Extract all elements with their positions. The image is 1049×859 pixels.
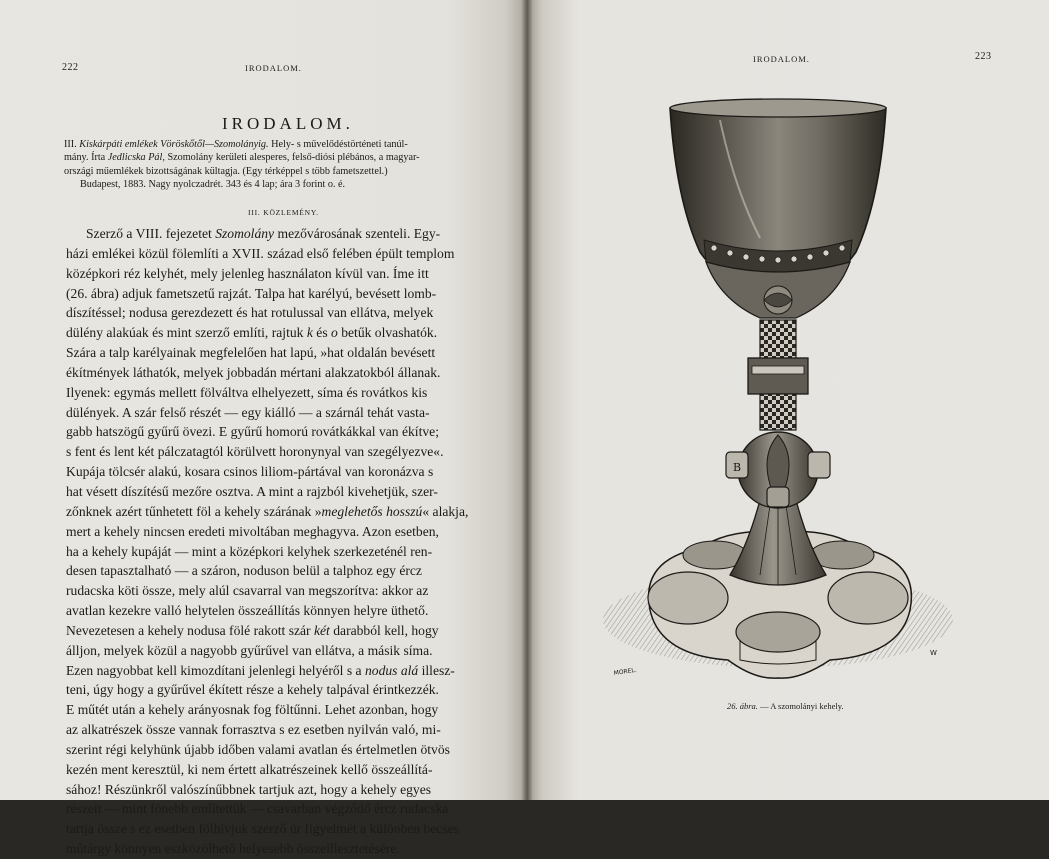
body-line: ékítmények láthatók, melyek jobbadán mértani alakzatokból állanak. bbox=[66, 364, 441, 380]
body-line: teni, úgy hogy a gyűrűvel ékített része a kehely talpával érintkezzék. bbox=[66, 682, 439, 698]
section-subheading: III. KÖZLEMÉNY. bbox=[248, 208, 319, 217]
body-line: mert a kehely nincsen eredeti mivoltában meghagyva. Azon esetben, bbox=[66, 523, 439, 539]
page-number-left: 222 bbox=[62, 62, 79, 73]
book-gutter bbox=[521, 0, 533, 800]
body-line: E műtét után a kehely arányosnak fog föltűnni. Lehet azonban, hogy bbox=[66, 702, 439, 718]
body-line: ha a kehely kupáját — mint a középkori kelyhek szerkezeténél ren- bbox=[66, 543, 433, 559]
body-line: Ezen nagyobbat kell kimozdítani jelenlegi helyéről s a nodus alá illesz- bbox=[66, 662, 455, 678]
body-line: dülények. A szár felső részét — egy kiálló — a szárnál tehát vasta- bbox=[66, 404, 430, 420]
running-head-right: IRODALOM. bbox=[753, 54, 810, 64]
body-line: díszítéssel; nodusa gerezdezett és hat rotulussal van ellátva, melyek bbox=[66, 305, 434, 321]
citation-line-1: III. Kiskárpáti emlékek Vöröskőtől—Szomolányig. Hely- s művelődéstörténeti tanúl- bbox=[64, 139, 408, 150]
body-line: Nevezetesen a kehely nodusa fölé rakott szár két darabból kell, hogy bbox=[66, 622, 439, 638]
body-line: középkori réz kelyhét, mely jelenleg használaton kívül van. Íme itt bbox=[66, 265, 429, 281]
body-line: s fent és lent két pálczatagtól körülvett horonynyal van szegélyezve«. bbox=[66, 444, 444, 460]
body-line: Szára a talp karélyainak megfelelően hat lapú, »hat oldalán bevésett bbox=[66, 345, 436, 361]
chalice-nodus bbox=[726, 432, 830, 508]
svg-text:B: B bbox=[732, 461, 742, 474]
body-line: szerint régi kelyhünk újabb időben valami avatlan és értelmetlen ötvös bbox=[66, 741, 450, 757]
body-line: gabb hatszögű gyűrű övezi. E gyűrű homorú rovátkákkal van ékítve; bbox=[66, 424, 439, 440]
citation-block bbox=[64, 138, 420, 191]
artist-monogram: W bbox=[930, 649, 937, 657]
body-line: hat vésett díszítésű mezőre osztva. A mint a rajzból kivehetjük, szer- bbox=[66, 483, 438, 499]
body-line: műtárgy könnyen eszközölhető helyesebb összeillesztetésére. bbox=[66, 841, 400, 857]
body-line: Kupája tölcsér alakú, kosara csinos liliom-pártával van koronázva s bbox=[66, 464, 434, 480]
body-line: zőnknek azért tűnhetett föl a kehely szárának »meglehetős hosszú« alakja, bbox=[66, 503, 469, 519]
body-line: Szerző a VIII. fejezetet Szomolány mezővárosának szenteli. Egy- bbox=[86, 226, 441, 241]
citation-line-3: országi műemlékek bizottságának kültagja. (Egy térképpel s több fametszettel.) bbox=[64, 165, 388, 177]
body-line: kezén ment keresztül, ki nem értett alkatrészeinek kellő összeállítá- bbox=[66, 761, 433, 777]
running-head-left: IRODALOM. bbox=[245, 63, 302, 73]
citation-line-2: mány. Írta Jedlicska Pál, Szomolány kerületi alesperes, felső-diósi plébános, a magyar- bbox=[64, 152, 420, 164]
citation-line-4: Budapest, 1883. Nagy nyolczadrét. 343 és 4 lap; ára 3 forint o. é. bbox=[80, 178, 346, 190]
body-line: (26. ábra) adjuk fametszetű rajzát. Talpa hat karélyú, bevésett lomb- bbox=[66, 285, 437, 301]
body-line: desen tapasztalható — a száron, noduson belül a talphoz egy ércz bbox=[66, 563, 422, 579]
body-line: tartja össze s ez esetben fölhívjuk szerző úr figyelmét a különben becses bbox=[66, 821, 459, 837]
figure-caption: 26. ábra. — A szomolányi kehely. bbox=[727, 701, 844, 711]
body-line: Ilyenek: egymás mellett fölváltva elhelyezett, síma és rovátkos kis bbox=[66, 384, 428, 400]
chapter-title: IRODALOM. bbox=[222, 114, 354, 133]
body-line: sához! Részünkről valószínűbbnek tartjuk azt, hogy a kehely egyes bbox=[66, 781, 432, 797]
body-line: részeit — mint fönebb említettük — csavarban végződő ércz rudacska bbox=[66, 801, 449, 817]
body-line: rudacska köti össze, mely alúl csavarral van megszorítva: akkor az bbox=[66, 583, 429, 599]
chalice-illustration bbox=[590, 95, 960, 695]
body-line: az alkatrészek össze vannak forrasztva s ez esetben nyilván való, mi- bbox=[66, 722, 441, 738]
body-line: házi emlékei közül fölemlíti a XVII. század első felében épült templom bbox=[66, 245, 455, 261]
body-line: avatlan kezekre valló helytelen összeállítás könnyen helyre üthető. bbox=[66, 603, 429, 619]
page-number-right: 223 bbox=[975, 51, 992, 62]
body-line: álljon, melyek közül a nagyobb gyűrűvel van ellátva, a másik síma. bbox=[66, 642, 433, 658]
engraver-signature: MOREL. bbox=[613, 666, 638, 677]
chalice-cup bbox=[670, 99, 886, 318]
body-text bbox=[66, 224, 468, 859]
body-line: dülény alakúak és mint szerző említi, rajtuk k és o betűk olvashatók. bbox=[66, 325, 438, 341]
chalice-stem-upper bbox=[748, 320, 808, 430]
